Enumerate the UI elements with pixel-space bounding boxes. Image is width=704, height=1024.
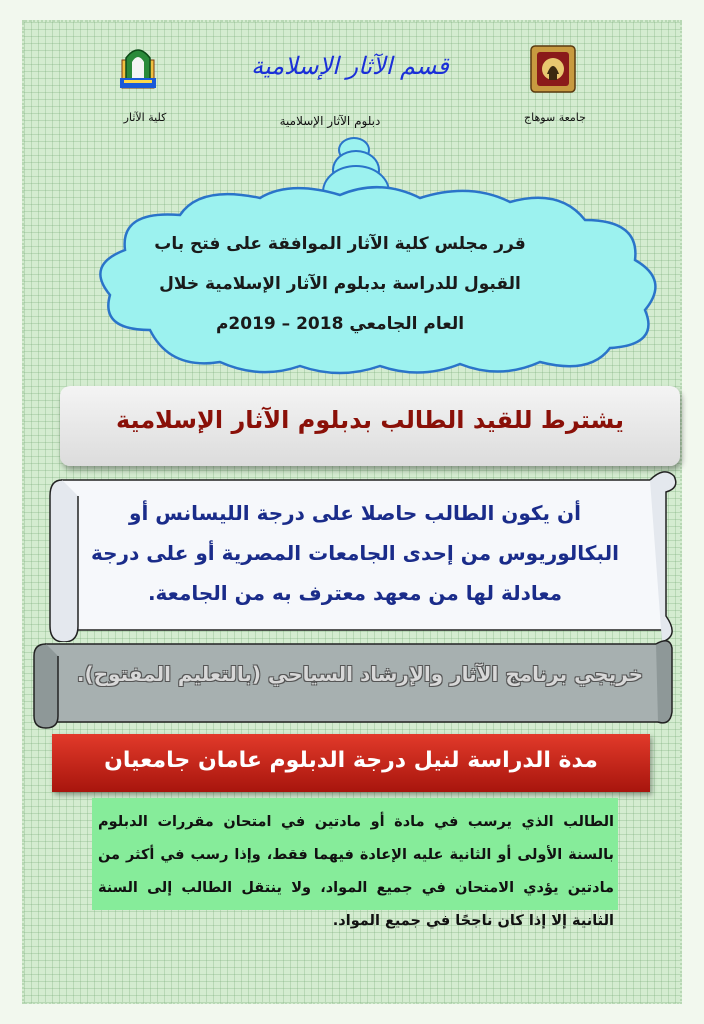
announcement-text xyxy=(130,224,550,344)
note-text: الطالب الذي يرسب في مادة أو مادتين في امتحان مقررات الدبلوم بالسنة الأولى أو الثانية عليه الإعادة فيهما فقط، وإذا رسب في أكثر من مادتين يؤدي الامتحان في جميع المواد، ولا ينتقل الطالب إلى السنة الثانية إلا إذا كان ناجحًا في جميع المواد. xyxy=(98,814,614,929)
faculty-label: كلية الآثار xyxy=(123,111,167,124)
conditions-title: يشترط للقيد الطالب بدبلوم الآثار الإسلامية xyxy=(115,406,625,434)
university-seal-icon xyxy=(529,44,577,94)
requirement-text xyxy=(80,493,630,613)
requirement-line: أن يكون الطالب حاصلا على درجة الليسانس أو xyxy=(129,501,581,525)
graduates-text: خريجي برنامج الآثار والإرشاد السياحي (بالتعليم المفتوح). xyxy=(76,662,644,686)
requirement-line: البكالوريوس من إحدى الجامعات المصرية أو على درجة xyxy=(91,541,619,565)
duration-text: مدة الدراسة لنيل درجة الدبلوم عامان جامعيان xyxy=(104,748,598,773)
faculty-logo-icon xyxy=(118,42,158,90)
diploma-subtitle: دبلوم الآثار الإسلامية xyxy=(279,114,381,128)
university-label: جامعة سوهاج xyxy=(524,111,586,124)
department-title: قسم الآثار الإسلامية xyxy=(251,52,449,80)
announcement-line: قرر مجلس كلية الآثار الموافقة على فتح باب xyxy=(154,234,526,254)
requirement-line: معادلة لها من معهد معترف به من الجامعة. xyxy=(147,581,563,605)
announcement-line: العام الجامعي 2018 – 2019م xyxy=(215,314,465,334)
announcement-line: القبول للدراسة بدبلوم الآثار الإسلامية خلال xyxy=(159,274,521,294)
